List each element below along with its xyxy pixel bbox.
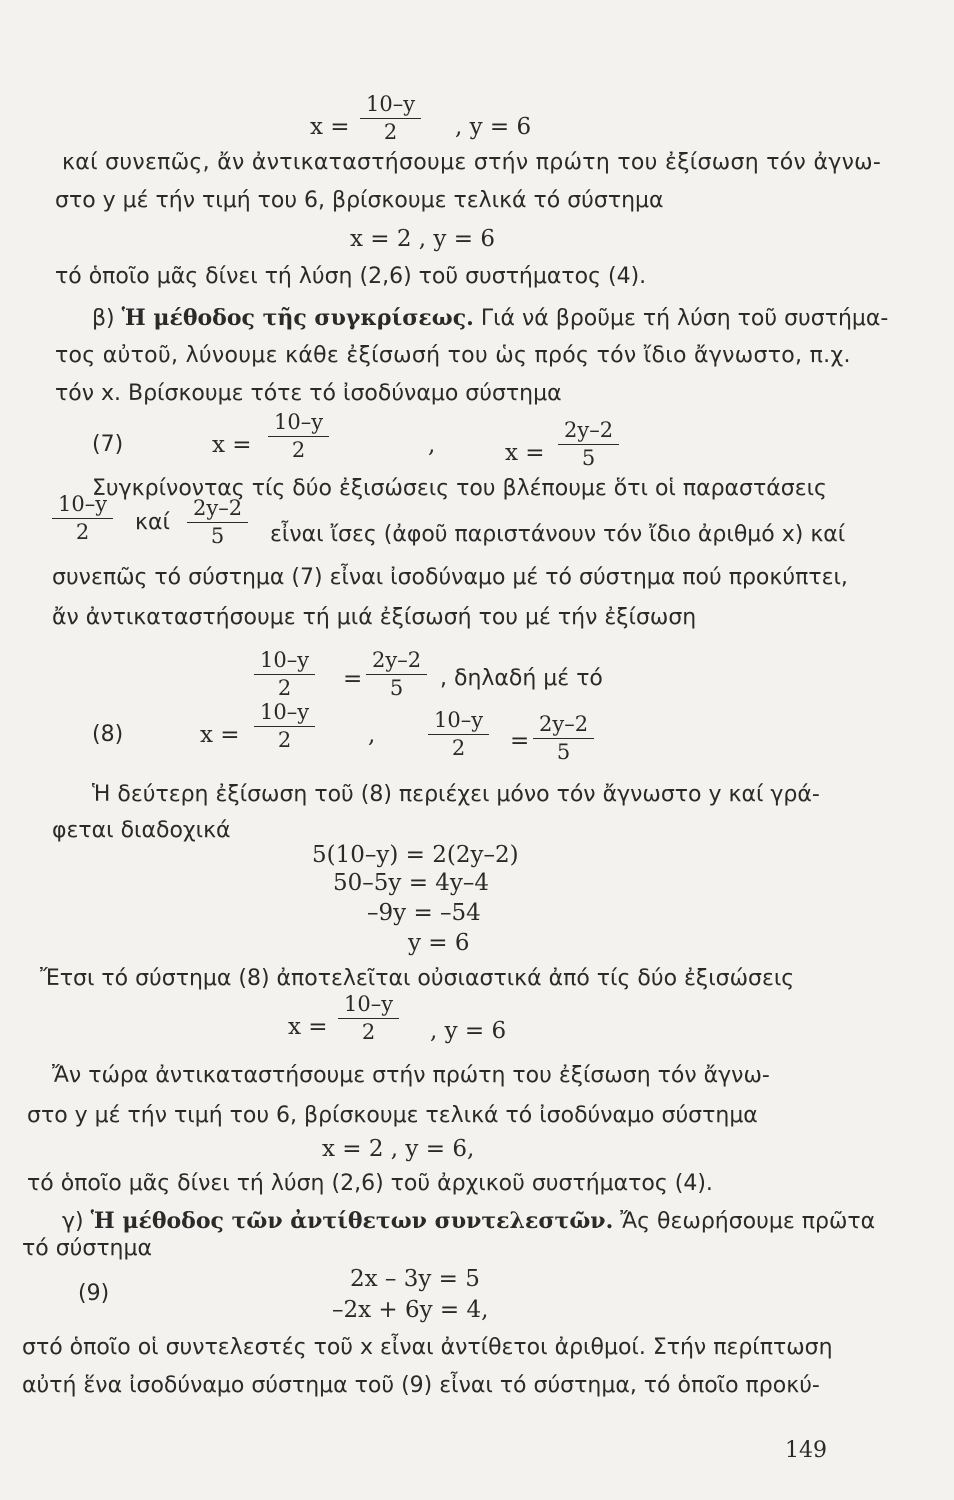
fraction-denominator: 5 [389, 676, 404, 700]
text-line: συνεπῶς τό σύστημα (7) εἶναι ἰσοδύναμο μέ τό σύστημα πού προκύπτει, [52, 565, 848, 590]
top-fraction [360, 92, 421, 144]
derivation-step: y = 6 [408, 930, 470, 956]
top-x-eq: x = [310, 114, 350, 140]
para2-fraction-a [52, 492, 113, 544]
text-line: Ἡ δεύτερη ἐξίσωση τοῦ (8) περιέχει μόνο τόν ἄγνωστο y καί γρά- [92, 782, 820, 807]
fraction-numerator: 10–y [52, 492, 113, 519]
derivation-step: 5(10–y) = 2(2y–2) [312, 842, 519, 868]
section-c-title: Ἡ μέθοδος τῶν ἀντίθετων συντελεστῶν. [90, 1208, 614, 1234]
fraction-numerator: 10–y [254, 648, 315, 675]
para4-x-eq: x = [288, 1014, 328, 1040]
para4-fraction [338, 992, 399, 1044]
fraction-denominator: 2 [277, 728, 292, 752]
text-line: στο y μέ τήν τιμή του 6, βρίσκουμε τελικά τό σύστημα [55, 188, 664, 213]
eq8-fraction-3 [533, 712, 594, 764]
fraction-denominator: 2 [383, 120, 398, 144]
fraction-numerator: 2y–2 [533, 712, 594, 739]
derivation-step: –9y = –54 [367, 900, 481, 926]
eqmid-fraction-1 [254, 648, 315, 700]
fraction-numerator: 2y–2 [558, 418, 619, 445]
eqmid-equals: = [343, 666, 363, 692]
text-line: εἶναι ἴσες (ἀφοῦ παριστάνουν τόν ἴδιο ἀριθμό x) καί [270, 522, 846, 547]
eq9-row-1: 2x – 3y = 5 [350, 1266, 480, 1292]
page-number: 149 [785, 1438, 827, 1463]
system-solution: x = 2 , y = 6 [350, 226, 495, 252]
text-line: στο y μέ τήν τιμή του 6, βρίσκουμε τελικά τό ἰσοδύναμο σύστημα [27, 1103, 758, 1128]
eq8-x: x = [200, 722, 240, 748]
section-c-heading [62, 1208, 875, 1235]
derivation-step: 50–5y = 4y–4 [333, 870, 490, 896]
para2-fraction-b [187, 496, 248, 548]
fraction-denominator: 5 [556, 740, 571, 764]
text-line: Συγκρίνοντας τίς δύο ἐξισώσεις του βλέπουμε ὅτι οἱ παραστάσεις [92, 476, 827, 501]
text-line: αὐτή ἕνα ἰσοδύναμο σύστημα τοῦ (9) εἶναι τό σύστημα, τό ὁποῖο προκύ- [22, 1373, 820, 1398]
text-line: τος αὐτοῦ, λύνουμε κάθε ἐξίσωσή του ὡς πρός τόν ἴδιο ἄγνωστο, π.χ. [55, 343, 851, 368]
eq8-fraction-1 [254, 700, 315, 752]
equation-number: (8) [92, 722, 124, 747]
text-line: , δηλαδή μέ τό [440, 666, 603, 691]
text-line: τό ὁποῖο μᾶς δίνει τή λύση (2,6) τοῦ ἀρχικοῦ συστήματος (4). [27, 1171, 713, 1196]
text-line: καί συνεπῶς, ἄν ἀντικαταστήσουμε στήν πρώτη του ἐξίσωση τόν ἀγνω- [62, 150, 882, 175]
text-line: στό ὁποῖο οἱ συντελεστές τοῦ x εἶναι ἀντίθετοι ἀριθμοί. Στήν περίπτωση [22, 1335, 833, 1360]
eqmid-fraction-2 [366, 648, 427, 700]
fraction-numerator: 10–y [268, 410, 329, 437]
fraction-numerator: 10–y [338, 992, 399, 1019]
fraction-numerator: 2y–2 [366, 648, 427, 675]
text-line: τόν x. Βρίσκουμε τότε τό ἰσοδύναμο σύστημα [55, 381, 562, 406]
eq8-comma: , [368, 722, 376, 748]
fraction-numerator: 10–y [254, 700, 315, 727]
para4-y-eq: , y = 6 [430, 1018, 507, 1044]
text-line: ἄν ἀντικαταστήσουμε τή μιά ἐξίσωσή του μέ τήν ἐξίσωση [52, 605, 697, 630]
eq9-row-2: –2x + 6y = 4, [332, 1297, 489, 1323]
section-b-label: β) [92, 306, 115, 331]
text-line: Ἔτσι τό σύστημα (8) ἀποτελεῖται οὐσιαστικά ἀπό τίς δύο ἐξισώσεις [40, 966, 795, 991]
text-line: τό ὁποῖο μᾶς δίνει τή λύση (2,6) τοῦ συστήματος (4). [55, 264, 647, 289]
fraction-denominator: 2 [75, 520, 90, 544]
eq8-fraction-2 [428, 708, 489, 760]
section-b-title: Ἡ μέθοδος τῆς συγκρίσεως. [121, 305, 474, 331]
text-line: τό σύστημα [22, 1236, 153, 1261]
eq7-fraction-2 [558, 418, 619, 470]
eq7-x1: x = [212, 432, 252, 458]
equation-number: (9) [78, 1281, 110, 1306]
fraction-denominator: 5 [581, 446, 596, 470]
fraction-numerator: 10–y [360, 92, 421, 119]
fraction-numerator: 2y–2 [187, 496, 248, 523]
fraction-denominator: 2 [361, 1020, 376, 1044]
fraction-denominator: 2 [291, 438, 306, 462]
fraction-denominator: 5 [210, 524, 225, 548]
system-solution: x = 2 , y = 6, [322, 1136, 475, 1162]
text-line: Ἄν τώρα ἀντικαταστήσουμε στήν πρώτη του ἐξίσωση τόν ἄγνω- [52, 1063, 770, 1088]
fraction-denominator: 2 [451, 736, 466, 760]
top-y-eq: , y = 6 [455, 114, 532, 140]
section-b-text: Γιά νά βροῦμε τή λύση τοῦ συστήμα- [480, 306, 889, 331]
section-c-text: Ἄς θεωρήσουμε πρῶτα [620, 1209, 876, 1234]
eq7-x2: x = [505, 440, 545, 466]
section-c-label: γ) [62, 1209, 84, 1234]
eq7-comma: , [428, 432, 436, 458]
fraction-numerator: 10–y [428, 708, 489, 735]
text-line: φεται διαδοχικά [52, 818, 231, 843]
eq8-equals: = [510, 728, 530, 754]
text-kai: καί [135, 510, 170, 535]
section-b-heading [92, 305, 888, 332]
fraction-denominator: 2 [277, 676, 292, 700]
eq7-fraction-1 [268, 410, 329, 462]
equation-number: (7) [92, 432, 124, 457]
